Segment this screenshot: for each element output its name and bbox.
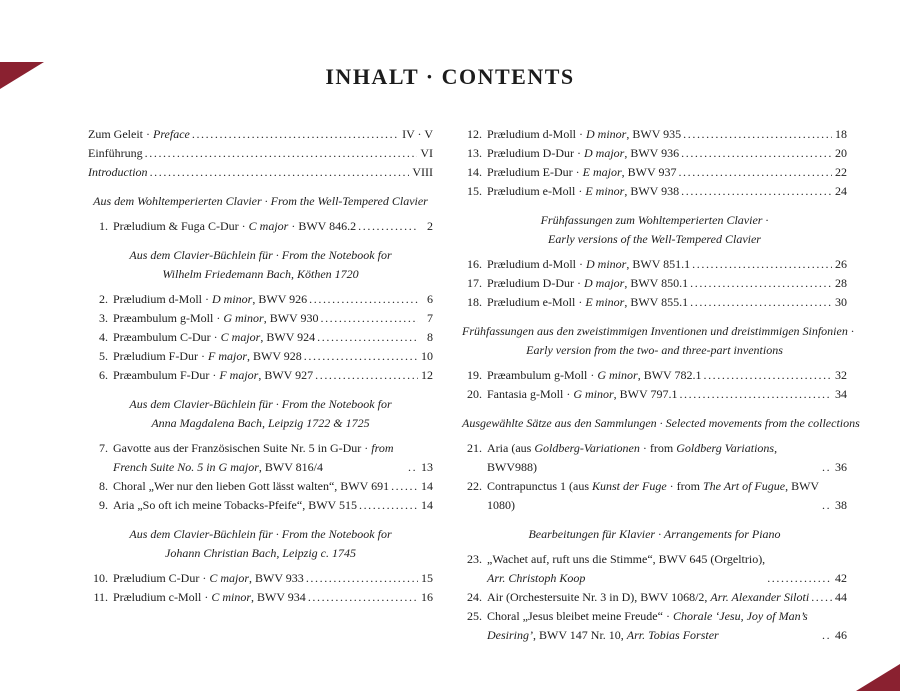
label-segment: , BWV 1080): [487, 479, 819, 512]
entry-number: 2.: [99, 292, 108, 306]
entry-page-number: 24: [835, 184, 847, 198]
label-segment: Kunst der Fuge: [591, 479, 667, 493]
label-segment: Præambulum F-Dur ·: [113, 368, 220, 382]
label-segment: , BWV 851.1: [626, 257, 691, 271]
label-segment: Arr. Tobias Forster: [626, 628, 719, 642]
entry-title: [113, 309, 318, 328]
entry-page-number: 13: [421, 460, 433, 474]
toc-entry: [88, 217, 433, 236]
toc-entry: [88, 477, 433, 496]
label-segment: Gavotte aus der Französischen Suite Nr. 5 in G-Dur ·: [113, 441, 372, 455]
entry-page-number: 14: [421, 479, 433, 493]
entry-title: [113, 496, 357, 515]
label-segment: · BWV 846.2: [288, 219, 357, 233]
corner-accent-top-left-icon: [0, 62, 44, 89]
label-segment: F major: [208, 349, 248, 363]
label-segment: D minor: [586, 257, 627, 271]
section-heading-line: Aus dem Clavier-Büchlein für · From the Notebook for: [129, 527, 392, 541]
entry-title: [487, 550, 765, 588]
dot-leader: [315, 366, 418, 385]
label-segment: Præludium E-Dur ·: [487, 165, 583, 179]
entry-title: [113, 569, 304, 588]
entry-number: 12.: [467, 127, 482, 141]
toc-entry: [88, 347, 433, 366]
label-segment: G minor: [597, 368, 638, 382]
dot-leader: [767, 569, 832, 588]
dot-leader: [681, 144, 832, 163]
entry-page-number: 28: [835, 276, 847, 290]
entry-number: 24.: [467, 590, 482, 604]
dot-leader: [309, 290, 418, 309]
toc-entry: [88, 290, 433, 309]
entry-title: [113, 439, 406, 477]
entry-title: [113, 588, 306, 607]
page-title: INHALT · CONTENTS: [325, 64, 575, 89]
toc-entry: [88, 125, 433, 144]
toc-entry: [462, 550, 847, 588]
dot-leader: [679, 385, 832, 404]
label-segment: Goldberg-Variationen: [534, 441, 640, 455]
entry-title: [487, 607, 820, 645]
entry-number: 5.: [99, 349, 108, 363]
entry-number: 18.: [467, 295, 482, 309]
label-segment: , BWV 855.1: [624, 295, 689, 309]
toc-entry: [88, 328, 433, 347]
section-heading: [462, 322, 854, 360]
entry-title: [113, 217, 356, 236]
label-segment: Arr. Christoph Koop: [487, 571, 586, 585]
label-segment: Præludium F-Dur ·: [113, 349, 209, 363]
entry-title: [487, 182, 679, 201]
entry-page-number: 12: [421, 368, 433, 382]
toc-entry: [462, 293, 847, 312]
toc-entry: [462, 125, 847, 144]
entry-page-number: 15: [421, 571, 433, 585]
label-segment: Præambulum C-Dur ·: [113, 330, 221, 344]
section-heading-line: Early version from the two- and three-part inventions: [526, 343, 783, 357]
dot-leader: [150, 163, 410, 182]
entry-title: [487, 255, 690, 274]
entry-number: 21.: [467, 441, 482, 455]
contents-column-right: [462, 125, 860, 645]
label-segment: , BWV 147 Nr. 10,: [533, 628, 627, 642]
entry-title: [487, 366, 701, 385]
label-segment: F major: [219, 368, 259, 382]
section-heading-line: Frühfassungen aus den zweistimmigen Inventionen und dreistimmigen Sinfonien ·: [462, 324, 854, 338]
entry-page-number: 20: [835, 146, 847, 160]
entry-title: [487, 439, 820, 477]
dot-leader: [145, 144, 418, 163]
entry-page-number: 34: [835, 387, 847, 401]
label-segment: Præludium d-Moll ·: [487, 127, 587, 141]
entry-title: [487, 293, 688, 312]
toc-entry: [462, 255, 847, 274]
entry-title: [113, 477, 389, 496]
label-segment: C major: [248, 219, 289, 233]
label-segment: , BWV 938: [624, 184, 680, 198]
dot-leader: [678, 163, 832, 182]
dot-leader: [822, 458, 832, 477]
label-segment: Arr. Alexander Siloti: [710, 590, 810, 604]
label-segment: from French Suite No. 5 in G major: [113, 441, 394, 474]
entry-page-number: 10: [421, 349, 433, 363]
section-heading: [462, 211, 847, 249]
entry-title: [487, 163, 676, 182]
section-heading-line: Aus dem Wohltemperierten Clavier · From the Well-Tempered Clavier: [93, 194, 428, 208]
label-segment: Contrapunctus 1 (aus: [487, 479, 592, 493]
section-heading-line: Early versions of the Well-Tempered Clavier: [548, 232, 761, 246]
entry-page-number: 46: [835, 628, 847, 642]
toc-entry: [462, 182, 847, 201]
toc-entry: [462, 607, 847, 645]
label-segment: Fantasia g-Moll ·: [487, 387, 574, 401]
label-segment: Præambulum g-Moll ·: [113, 311, 224, 325]
label-segment: , BWV 930: [263, 311, 319, 325]
entry-page-number: 8: [427, 330, 433, 344]
toc-entry: [88, 366, 433, 385]
entry-page-number: 14: [421, 498, 433, 512]
dot-leader: [681, 182, 832, 201]
label-segment: D major: [584, 146, 625, 160]
entry-title: [113, 290, 307, 309]
entry-title: [113, 328, 315, 347]
toc-entry: [88, 588, 433, 607]
entry-page-number: 2: [427, 219, 433, 233]
dot-leader: [703, 366, 832, 385]
entry-number: 6.: [99, 368, 108, 382]
label-segment: , BWV 797.1: [613, 387, 678, 401]
toc-entry: [462, 439, 847, 477]
label-segment: , BWV 935: [626, 127, 682, 141]
entry-page-number: IV · V: [402, 127, 433, 141]
label-segment: G minor: [223, 311, 264, 325]
dot-leader: [320, 309, 418, 328]
entry-number: 22.: [467, 479, 482, 493]
toc-entry: [462, 366, 847, 385]
section-heading-line: Anna Magdalena Bach, Leipzig 1722 & 1725: [151, 416, 370, 430]
entry-number: 19.: [467, 368, 482, 382]
entry-number: 4.: [99, 330, 108, 344]
toc-entry: [88, 439, 433, 477]
section-heading-line: Johann Christian Bach, Leipzig c. 1745: [165, 546, 356, 560]
dot-leader: [822, 496, 832, 515]
label-segment: Einführung: [88, 146, 143, 160]
dot-leader: [306, 569, 418, 588]
label-segment: D major: [584, 276, 625, 290]
label-segment: , BWV 924: [260, 330, 316, 344]
label-segment: D minor: [212, 292, 253, 306]
dot-leader: [683, 125, 832, 144]
toc-entry: [88, 163, 433, 182]
toc-entry: [462, 588, 847, 607]
label-segment: Air (Orchestersuite Nr. 3 in D), BWV 1068/2,: [487, 590, 711, 604]
document-page: [0, 62, 900, 645]
entry-number: 20.: [467, 387, 482, 401]
label-segment: Zum Geleit ·: [88, 127, 153, 141]
label-segment: Choral „Jesus bleibet meine Freude“ ·: [487, 609, 673, 623]
section-heading-line: Aus dem Clavier-Büchlein für · From the Notebook for: [129, 397, 392, 411]
label-segment: D minor: [586, 127, 627, 141]
label-segment: Præludium D-Dur ·: [487, 276, 584, 290]
section-heading: [88, 525, 433, 563]
label-segment: C minor: [211, 590, 252, 604]
label-segment: Præludium D-Dur ·: [487, 146, 584, 160]
label-segment: E minor: [585, 184, 625, 198]
label-segment: Præludium d-Moll ·: [487, 257, 587, 271]
dot-leader: [308, 588, 418, 607]
label-segment: , BWV 928: [247, 349, 302, 363]
entry-page-number: 36: [835, 460, 847, 474]
label-segment: Præambulum g-Moll ·: [487, 368, 598, 382]
entry-number: 3.: [99, 311, 108, 325]
entry-number: 13.: [467, 146, 482, 160]
label-segment: C major: [220, 330, 261, 344]
entry-title: [88, 163, 148, 182]
label-segment: , BWV 816/4: [258, 460, 323, 474]
contents-columns: [0, 125, 900, 645]
entry-page-number: VIII: [412, 165, 433, 179]
contents-column-left: [88, 125, 433, 645]
entry-title: [487, 144, 679, 163]
entry-page-number: 42: [835, 571, 847, 585]
dot-leader: [304, 347, 418, 366]
label-segment: Præludium e-Moll ·: [487, 295, 586, 309]
dot-leader: [690, 293, 832, 312]
label-segment: C major: [209, 571, 250, 585]
dot-leader: [408, 458, 418, 477]
dot-leader: [811, 588, 832, 607]
dot-leader: [692, 255, 832, 274]
entry-title: [487, 274, 688, 293]
label-segment: Præludium & Fuga C-Dur ·: [113, 219, 249, 233]
section-heading: [88, 395, 433, 433]
entry-page-number: 30: [835, 295, 847, 309]
entry-page-number: 6: [427, 292, 433, 306]
entry-number: 25.: [467, 609, 482, 623]
label-segment: E minor: [585, 295, 625, 309]
label-segment: E major: [582, 165, 622, 179]
dot-leader: [317, 328, 418, 347]
label-segment: , BWV988): [487, 441, 778, 474]
label-segment: , BWV 927: [258, 368, 314, 382]
entry-number: 23.: [467, 552, 482, 566]
entry-page-number: 44: [835, 590, 847, 604]
toc-entry: [462, 385, 847, 404]
label-segment: , BWV 850.1: [624, 276, 689, 290]
label-segment: , BWV 937: [621, 165, 677, 179]
toc-entry: [462, 163, 847, 182]
dot-leader: [391, 477, 418, 496]
entry-page-number: 26: [835, 257, 847, 271]
entry-title: [487, 477, 820, 515]
toc-entry: [462, 274, 847, 293]
label-segment: Præludium c-Moll ·: [113, 590, 212, 604]
entry-number: 17.: [467, 276, 482, 290]
label-segment: , BWV 936: [624, 146, 680, 160]
entry-title: [88, 125, 190, 144]
entry-page-number: 38: [835, 498, 847, 512]
entry-title: [113, 347, 302, 366]
entry-title: [88, 144, 143, 163]
section-heading-line: Bearbeitungen für Klavier · Arrangements for Piano: [528, 527, 781, 541]
dot-leader: [690, 274, 832, 293]
label-segment: Aria (aus: [487, 441, 535, 455]
label-segment: Præludium C-Dur ·: [113, 571, 210, 585]
toc-entry: [88, 569, 433, 588]
label-segment: Chorale ‘Jesu, Joy of Man’s Desiring’: [487, 609, 808, 642]
section-heading-line: Frühfassungen zum Wohltemperierten Clavier ·: [540, 213, 769, 227]
entry-page-number: 32: [835, 368, 847, 382]
label-segment: Præludium d-Moll ·: [113, 292, 213, 306]
entry-page-number: 18: [835, 127, 847, 141]
section-heading-line: Aus dem Clavier-Büchlein für · From the Notebook for: [129, 248, 392, 262]
section-heading: [88, 246, 433, 284]
label-segment: Introduction: [88, 165, 148, 179]
entry-page-number: 7: [427, 311, 433, 325]
label-segment: , BWV 782.1: [637, 368, 702, 382]
section-heading: [88, 192, 433, 211]
entry-page-number: 16: [421, 590, 433, 604]
label-segment: Preface: [152, 127, 190, 141]
label-segment: , BWV 934: [251, 590, 306, 604]
toc-entry: [462, 144, 847, 163]
dot-leader: [358, 217, 418, 236]
label-segment: · from: [639, 441, 677, 455]
toc-entry: [88, 144, 433, 163]
label-segment: Goldberg Variations: [676, 441, 775, 455]
dot-leader: [359, 496, 418, 515]
entry-title: [487, 125, 681, 144]
entry-title: [487, 385, 677, 404]
entry-page-number: 22: [835, 165, 847, 179]
label-segment: · from: [666, 479, 703, 493]
label-segment: Aria „So oft ich meine Tobacks-Pfeife“, BWV 515: [113, 498, 357, 512]
entry-title: [113, 366, 313, 385]
corner-accent-bottom-right-icon: [856, 664, 900, 691]
toc-entry: [88, 496, 433, 515]
label-segment: , BWV 933: [249, 571, 304, 585]
label-segment: Præludium e-Moll ·: [487, 184, 586, 198]
section-heading-line: Wilhelm Friedemann Bach, Köthen 1720: [162, 267, 359, 281]
toc-entry: [462, 477, 847, 515]
entry-number: 7.: [99, 441, 108, 455]
entry-number: 8.: [99, 479, 108, 493]
label-segment: Choral „Wer nur den lieben Gott lässt walten“, BWV 691: [113, 479, 390, 493]
entry-number: 10.: [93, 571, 108, 585]
label-segment: , BWV 926: [252, 292, 308, 306]
section-heading-line: Ausgewählte Sätze aus den Sammlungen · Selected movements from the collections: [462, 416, 860, 430]
entry-title: [487, 588, 809, 607]
entry-number: 14.: [467, 165, 482, 179]
section-heading: [462, 414, 860, 433]
entry-number: 9.: [99, 498, 108, 512]
entry-number: 11.: [93, 590, 108, 604]
entry-number: 1.: [99, 219, 108, 233]
dot-leader: [192, 125, 399, 144]
entry-number: 16.: [467, 257, 482, 271]
label-segment: The Art of Fugue: [702, 479, 786, 493]
entry-page-number: VI: [420, 146, 433, 160]
section-heading: [462, 525, 847, 544]
label-segment: G minor: [573, 387, 614, 401]
toc-entry: [88, 309, 433, 328]
label-segment: „Wachet auf, ruft uns die Stimme“, BWV 645 (Orgeltrio),: [487, 552, 766, 566]
entry-number: 15.: [467, 184, 482, 198]
